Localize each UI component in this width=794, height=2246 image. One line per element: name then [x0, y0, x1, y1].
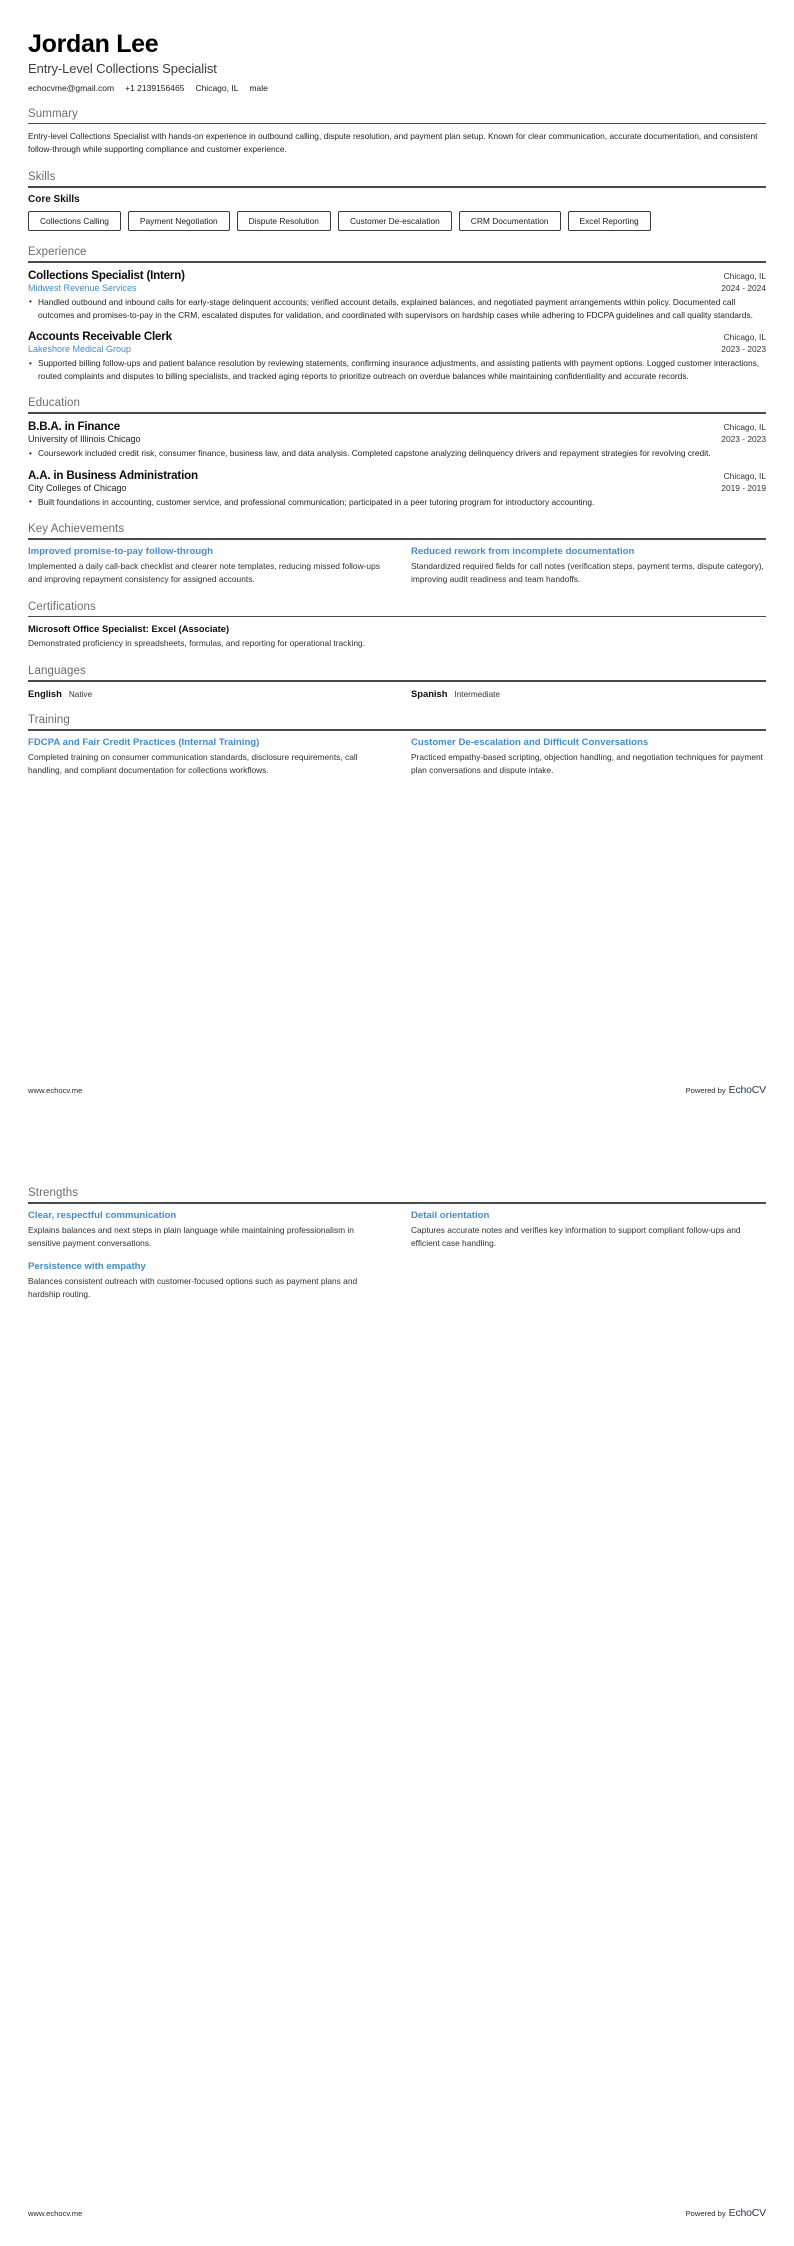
- section-divider: [28, 1202, 766, 1204]
- section-divider: [28, 261, 766, 263]
- certifications-grid: [28, 623, 766, 650]
- section-title-skills: Skills: [28, 171, 56, 184]
- experience-location: Chicago, IL: [723, 270, 766, 281]
- skill-chip[interactable]: Collections Calling: [28, 211, 121, 231]
- resume-header: [28, 30, 766, 93]
- education-location: Chicago, IL: [723, 470, 766, 481]
- experience-job-title: Accounts Receivable Clerk: [28, 330, 172, 344]
- experience-company[interactable]: Lakeshore Medical Group: [28, 344, 132, 355]
- education-entry: [28, 469, 766, 509]
- resume-page-2: [0, 1123, 794, 2246]
- language-level: Native: [68, 690, 93, 700]
- section-divider: [28, 616, 766, 618]
- strength-desc: Balances consistent outreach with customer-focused options such as payment plans and hardship routing.: [28, 1275, 358, 1299]
- key-achievement-desc: Standardized required fields for call notes (verification steps, payment terms, dispute category), improving audit readiness and team handoffs.: [411, 560, 764, 584]
- section-title-experience: Experience: [28, 246, 87, 259]
- section-divider: [28, 412, 766, 414]
- education-bullet-list: [28, 447, 766, 460]
- section-education: [28, 397, 766, 508]
- section-title-strengths: Strengths: [28, 1187, 79, 1199]
- strength-desc: Explains balances and next steps in plain language while maintaining professionalism in sensitive payment conversations.: [28, 1224, 354, 1248]
- experience-dates: 2024 - 2024: [721, 282, 766, 293]
- section-title-education: Education: [28, 397, 81, 410]
- section-title-languages: Languages: [28, 665, 86, 678]
- section-title-key-achievements: Key Achievements: [28, 523, 125, 536]
- experience-entry: [28, 330, 766, 382]
- entry-org-row: [28, 343, 766, 354]
- training-desc: Completed training on consumer communication standards, disclosure requirements, call handling, and compliant documentation for collections workflows.: [28, 751, 358, 775]
- experience-company[interactable]: Midwest Revenue Services: [28, 282, 137, 293]
- entry-title-row: [28, 330, 766, 343]
- education-entry: [28, 420, 766, 460]
- language-item: [411, 688, 766, 699]
- education-school: University of Illinois Chicago: [28, 434, 141, 444]
- section-divider: [28, 729, 766, 731]
- section-title-training: Training: [28, 714, 70, 727]
- entry-title-row: [28, 269, 766, 282]
- language-name: English: [28, 688, 62, 700]
- skill-chip[interactable]: CRM Documentation: [459, 211, 561, 231]
- candidate-name: Jordan Lee: [28, 30, 159, 58]
- strength-card: [28, 1210, 383, 1250]
- experience-bullet-list: [28, 296, 766, 321]
- experience-job-title: Collections Specialist (Intern): [28, 268, 185, 282]
- footer-brand-logo[interactable]: EchoCV: [728, 1084, 766, 1096]
- training-title: Customer De-escalation and Difficult Conversations: [411, 736, 649, 748]
- contact-email[interactable]: echocvme@gmail.com: [28, 82, 115, 93]
- skills-chip-list: [28, 211, 766, 231]
- certification-title: Microsoft Office Specialist: Excel (Associate): [28, 623, 230, 635]
- education-bullet-list: [28, 496, 766, 509]
- experience-location: Chicago, IL: [723, 332, 766, 343]
- training-desc: Practiced empathy-based scripting, objection handling, and negotiation techniques for payment plan conversations and dispute intake.: [411, 751, 763, 775]
- key-achievement-title: Reduced rework from incomplete documentation: [411, 545, 635, 557]
- contact-phone[interactable]: +1 2139156465: [125, 82, 185, 93]
- training-card: [411, 737, 766, 777]
- education-school: City Colleges of Chicago: [28, 482, 127, 493]
- entry-title-row: [28, 420, 766, 433]
- section-divider: [28, 186, 766, 188]
- skill-chip[interactable]: Payment Negotiation: [128, 211, 230, 231]
- section-languages: [28, 665, 766, 699]
- key-achievements-grid: [28, 546, 766, 586]
- language-level: Intermediate: [454, 690, 500, 700]
- education-location: Chicago, IL: [723, 422, 766, 432]
- language-name: Spanish: [411, 688, 448, 700]
- entry-org-row: [28, 282, 766, 293]
- education-bullet: • Coursework included credit risk, consumer finance, business law, and data analysis. Completed capstone analyzing delinquency drivers and repayment strategies for revolving credit.: [28, 447, 766, 460]
- entry-org-row: [28, 482, 766, 493]
- strength-card: [28, 1261, 383, 1301]
- education-dates: 2019 - 2019: [721, 482, 766, 493]
- section-divider: [28, 538, 766, 540]
- training-title: FDCPA and Fair Credit Practices (Internal Training): [28, 736, 260, 748]
- summary-text: Entry-level Collections Specialist with hands-on experience in outbound calling, dispute resolution, and payment plan setup. Known for clear communication, accurate documentation, and consistent follow-through while supporting compliance and customer experience.: [28, 131, 758, 155]
- training-grid: [28, 737, 766, 777]
- section-strengths: [28, 1187, 766, 1301]
- key-achievement-desc: Implemented a daily call-back checklist and clearer note templates, reducing missed follow-ups and improving repayment consistency for assigned accounts.: [28, 560, 380, 584]
- page-footer: [28, 2207, 766, 2219]
- skill-chip[interactable]: Dispute Resolution: [237, 211, 331, 231]
- section-training: [28, 714, 766, 777]
- strength-desc: Captures accurate notes and verifies key information to support compliant follow-ups and efficient case handling.: [411, 1224, 741, 1248]
- strength-title: Persistence with empathy: [28, 1260, 146, 1272]
- education-degree: A.A. in Business Administration: [28, 468, 198, 482]
- strengths-grid: [28, 1210, 766, 1301]
- strength-title: Clear, respectful communication: [28, 1209, 177, 1221]
- section-summary: [28, 108, 766, 157]
- footer-powered-label: Powered by: [685, 2209, 726, 2218]
- education-dates: 2023 - 2023: [721, 434, 766, 444]
- key-achievement-title: Improved promise-to-pay follow-through: [28, 545, 213, 557]
- skill-chip[interactable]: Customer De-escalation: [338, 211, 452, 231]
- strength-card: [411, 1210, 766, 1250]
- experience-entry: [28, 269, 766, 321]
- experience-bullet: • Supported billing follow-ups and patient balance resolution by reviewing statements, confirming insurance adjustments, and assisting patients with payment options. Logged customer interactions, routed complaints and disputes to billing specialists, and tracked aging reports to prioritize outreach on overdue balances while maintaining confidentiality and accurate records.: [28, 357, 766, 382]
- entry-title-row: [28, 469, 766, 482]
- section-skills: [28, 171, 766, 231]
- strength-title: Detail orientation: [411, 1209, 490, 1221]
- footer-powered-by: [686, 1084, 766, 1096]
- section-title-summary: Summary: [28, 107, 78, 120]
- skills-group-title: Core Skills: [28, 193, 80, 205]
- key-achievement-card: [411, 546, 766, 586]
- contact-location: Chicago, IL: [195, 82, 239, 93]
- skill-chip[interactable]: Excel Reporting: [568, 211, 651, 231]
- entry-org-row: [28, 433, 766, 444]
- training-card: [28, 737, 383, 777]
- section-key-achievements: [28, 523, 766, 586]
- education-degree: B.B.A. in Finance: [28, 420, 120, 433]
- experience-dates: 2023 - 2023: [721, 344, 766, 355]
- footer-website-link[interactable]: www.echocv.me: [28, 2209, 83, 2218]
- footer-powered-by: [686, 2207, 766, 2219]
- section-certifications: [28, 601, 766, 651]
- certification-desc: Demonstrated proficiency in spreadsheets, formulas, and reporting for operational tracking.: [28, 638, 366, 649]
- footer-brand-logo[interactable]: EchoCV: [728, 2207, 766, 2219]
- education-bullet: • Built foundations in accounting, customer service, and professional communication; participated in a peer tutoring program for introductory accounting.: [28, 496, 766, 509]
- section-divider: [28, 680, 766, 682]
- certification-card: [28, 623, 383, 650]
- candidate-headline: Entry-Level Collections Specialist: [28, 60, 217, 76]
- key-achievement-card: [28, 546, 383, 586]
- experience-bullet-list: [28, 357, 766, 382]
- footer-website-link[interactable]: www.echocv.me: [28, 1086, 83, 1095]
- experience-bullet: • Handled outbound and inbound calls for early-stage delinquent accounts; verified account details, explained balances, and negotiated payment arrangements within policy. Documented call outcomes and promises-to-pay in the CRM, escalated disputes for validation, and coordinated with supervisors on hardship cases while adhering to FDCPA guidelines and call quality standards.: [28, 296, 766, 321]
- page-footer: [28, 1084, 766, 1096]
- section-divider: [28, 123, 766, 125]
- contact-line: [28, 83, 766, 93]
- section-experience: [28, 246, 766, 382]
- language-item: [28, 688, 383, 699]
- section-title-certifications: Certifications: [28, 600, 96, 613]
- languages-grid: [28, 688, 766, 699]
- footer-powered-label: Powered by: [685, 1086, 726, 1095]
- contact-gender: male: [249, 82, 268, 93]
